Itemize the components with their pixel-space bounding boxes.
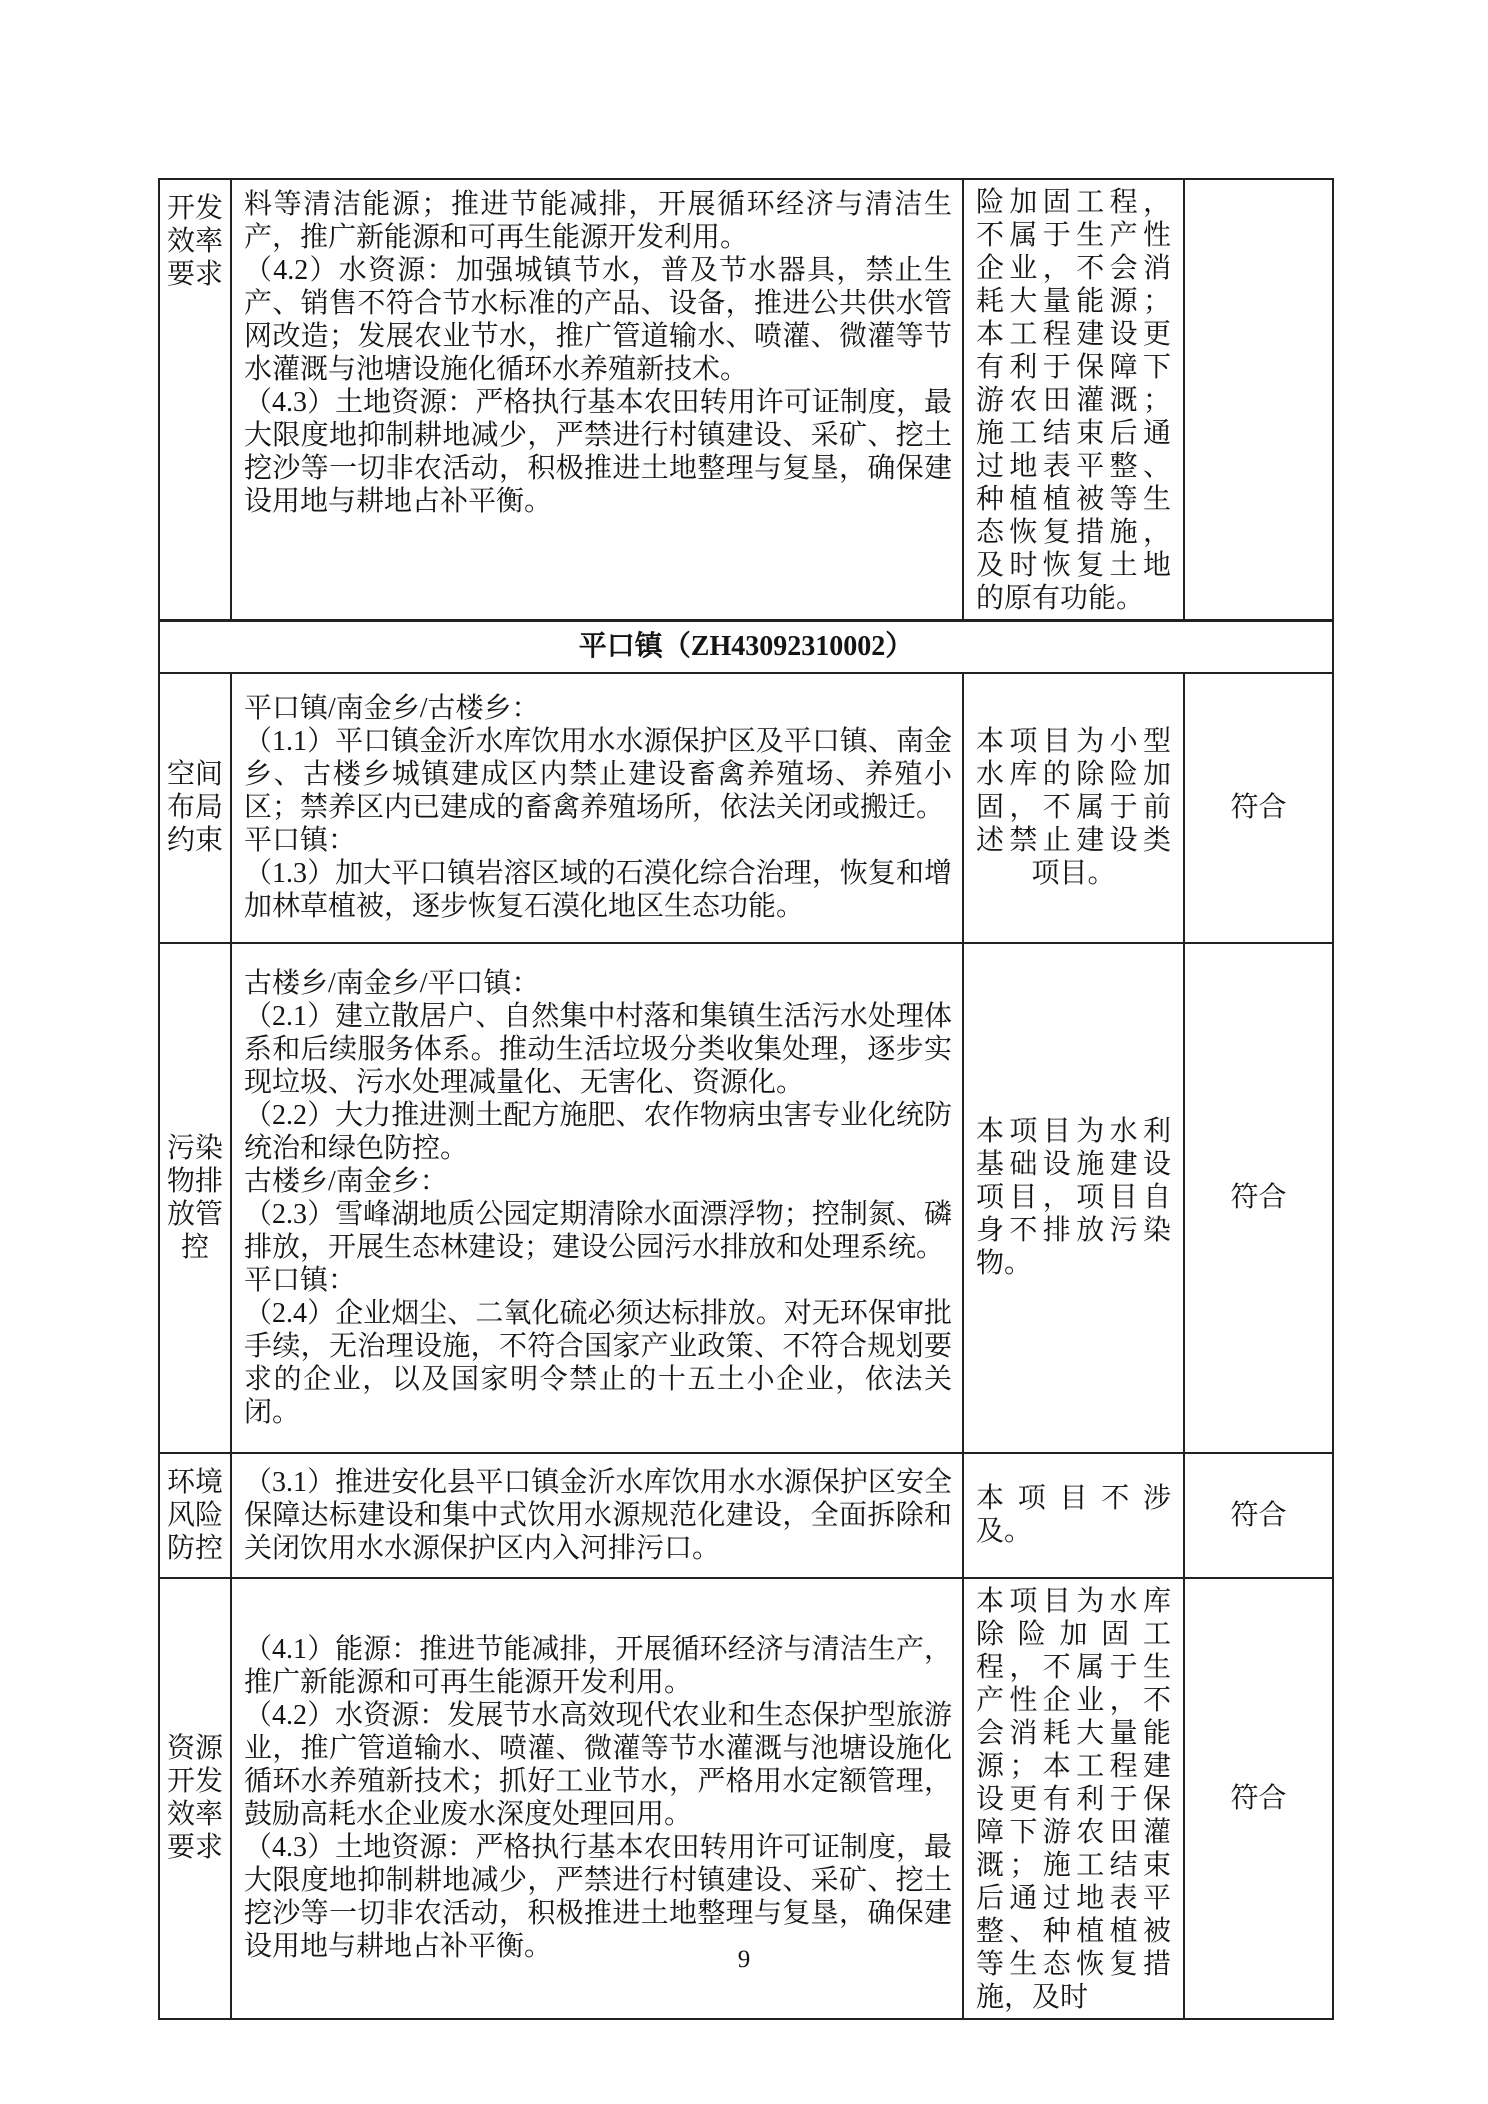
assessment-paragraph: 本项目为小型水库的除险加固，不属于前述禁止建设类项目。 <box>976 726 1171 889</box>
assessment-paragraph: 险加固工程，不属于生产性企业，不会消耗大量能源；本工程建设更有利于保障下游农田灌溉；施工结束后通过地表平整、种植植被等生态恢复措施，及时恢复土地的原有功能。 <box>976 187 1171 614</box>
section-header-row <box>159 621 1333 673</box>
assessment-paragraph: 本项目不涉及。 <box>976 1483 1171 1547</box>
row-label: 污染物排放管控 <box>159 943 231 1453</box>
requirement-paragraph: （2.1）建立散居户、自然集中村落和集镇生活污水处理体系和后续服务体系。推动生活垃圾分类收集处理，逐步实现垃圾、污水处理减量化、无害化、资源化。 <box>244 1000 952 1098</box>
row-requirements <box>231 179 963 621</box>
requirement-paragraph: （4.3）土地资源：严格执行基本农田转用许可证制度，最大限度地抑制耕地减少，严禁进行村镇建设、采矿、挖土挖沙等一切非农活动，积极推进土地整理与复垦，确保建设用地与耕地占补平衡。 <box>244 387 952 517</box>
requirement-paragraph: 平口镇/南金乡/古楼乡： <box>244 693 540 724</box>
row-requirements <box>231 943 963 1453</box>
row-conclusion <box>1184 179 1333 621</box>
requirement-paragraph: （4.1）能源：推进节能减排，开展循环经济与清洁生产，推广新能源和可再生能源开发利用。 <box>244 1634 952 1698</box>
requirement-paragraph: 古楼乡/南金乡： <box>244 1165 448 1197</box>
requirement-paragraph: （1.1）平口镇金沂水库饮用水水源保护区及平口镇、南金乡、古楼乡城镇建成区内禁止建设畜禽养殖场、养殖小区；禁养区内已建成的畜禽养殖场所，依法关闭或搬迁。 <box>244 726 952 823</box>
requirement-paragraph: （1.3）加大平口镇岩溶区域的石漠化综合治理，恢复和增加林草植被，逐步恢复石漠化地区生态功能。 <box>244 858 952 922</box>
row-label: 开发效率要求 <box>159 179 231 621</box>
row-conclusion: 符合 <box>1184 673 1333 943</box>
requirement-paragraph: （2.3）雪峰湖地质公园定期清除水面漂浮物；控制氮、磷排放，开展生态林建设；建设公园污水排放和处理系统。 <box>244 1198 952 1263</box>
assessment-paragraph: 本项目为水利基础设施建设项目，项目自身不排放污染物。 <box>976 1116 1171 1279</box>
table-row <box>159 179 1333 621</box>
requirement-paragraph: 古楼乡/南金乡/平口镇： <box>244 967 540 999</box>
requirement-paragraph: （4.2）水资源：加强城镇节水，普及节水器具，禁止生产、销售不符合节水标准的产品、设备，推进公共供水管网改造；发展农业节水，推广管道输水、喷灌、微灌等节水灌溉与池塘设施化循环水养殖新技术。 <box>244 255 952 385</box>
row-label: 空间布局约束 <box>159 673 231 943</box>
row-label: 资源开发效率要求 <box>159 1578 231 2019</box>
requirement-paragraph: （4.2）水资源：发展节水高效现代农业和生态保护型旅游业，推广管道输水、喷灌、微灌等节水灌溉与池塘设施化循环水养殖新技术；抓好工业节水，严格用水定额管理，鼓励高耗水企业废水深度处理回用。 <box>244 1700 952 1830</box>
requirement-paragraph: （4.3）土地资源：严格执行基本农田转用许可证制度，最大限度地抑制耕地减少，严禁进行村镇建设、采矿、挖土挖沙等一切非农活动，积极推进土地整理与复垦，确保建设用地与耕地占补平衡。 <box>244 1832 952 1962</box>
row-assessment <box>963 943 1184 1453</box>
requirement-paragraph: 平口镇： <box>244 1264 357 1296</box>
row-assessment <box>963 1453 1184 1578</box>
compliance-table <box>158 178 1334 2020</box>
page-number: 9 <box>737 1946 751 1973</box>
requirement-paragraph: 平口镇： <box>244 825 357 856</box>
requirement-paragraph: （3.1）推进安化县平口镇金沂水库饮用水水源保护区安全保障达标建设和集中式饮用水源规范化建设，全面拆除和关闭饮用水水源保护区内入河排污口。 <box>244 1466 952 1564</box>
row-label: 环境风险防控 <box>159 1453 231 1578</box>
table-row <box>159 673 1333 943</box>
row-conclusion: 符合 <box>1184 943 1333 1453</box>
assessment-paragraph: 本项目为水库除险加固工程，不属于生产性企业，不会消耗大量能源；本工程建设更有利于保障下游农田灌溉；施工结束后通过地表平整、种植植被等生态恢复措施，及时 <box>976 1585 1171 2013</box>
requirement-paragraph: （2.2）大力推进测土配方施肥、农作物病虫害专业化统防统治和绿色防控。 <box>244 1099 952 1164</box>
requirement-paragraph: 料等清洁能源；推进节能减排，开展循环经济与清洁生产，推广新能源和可再生能源开发利用。 <box>244 189 952 253</box>
table-row <box>159 1453 1333 1578</box>
table-row <box>159 943 1333 1453</box>
row-assessment <box>963 673 1184 943</box>
row-assessment <box>963 179 1184 621</box>
requirement-paragraph: （2.4）企业烟尘、二氧化硫必须达标排放。对无环保审批手续，无治理设施，不符合国家产业政策、不符合规划要求的企业，以及国家明令禁止的十五土小企业，依法关闭。 <box>244 1297 952 1428</box>
row-conclusion: 符合 <box>1184 1453 1333 1578</box>
row-conclusion: 符合 <box>1184 1578 1333 2019</box>
row-requirements <box>231 673 963 943</box>
section-header: 平口镇（ZH43092310002） <box>159 621 1333 673</box>
row-requirements <box>231 1453 963 1578</box>
